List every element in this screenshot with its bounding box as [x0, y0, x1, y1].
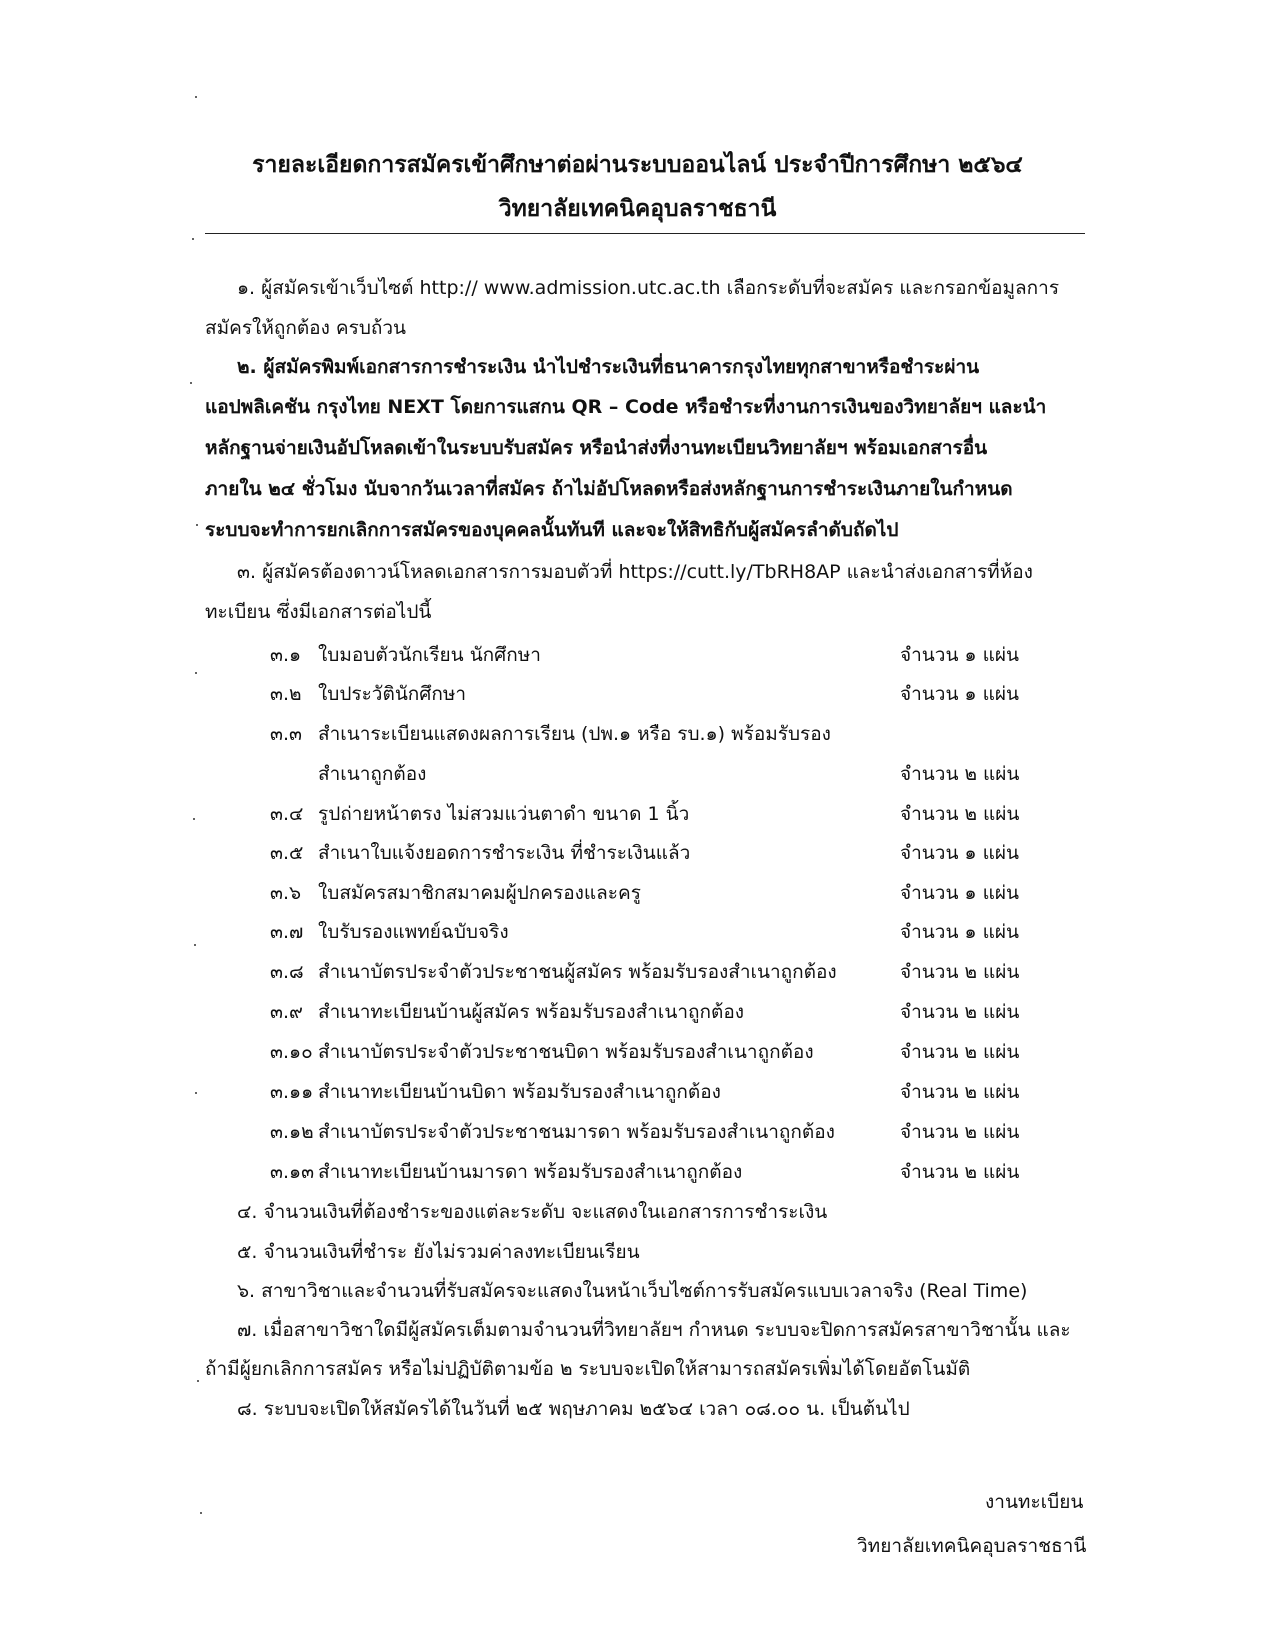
item-2-line-1: ๒. ผู้สมัครพิมพ์เอกสารการชำระเงิน นำไปชำระเงินที่ธนาคารกรุงไทยทุกสาขาหรือชำระผ่าน: [237, 356, 980, 378]
document-item: [270, 722, 831, 746]
document-number: ๓.๒: [270, 683, 302, 705]
scan-speck: [190, 382, 192, 384]
document-text: สำเนาบัตรประจำตัวประชาชนบิดา พร้อมรับรองสำเนาถูกต้อง: [318, 1041, 814, 1063]
document-quantity: จำนวน ๒ แผ่น: [900, 961, 1020, 983]
document-text: ใบมอบตัวนักเรียน นักศึกษา: [318, 644, 541, 666]
document-item: [270, 960, 837, 984]
document-item: [270, 682, 466, 706]
item-2-line-4: ภายใน ๒๔ ชั่วโมง นับจากวันเวลาที่สมัคร ถ้าไม่อัปโหลดหรือส่งหลักฐานการชำระเงินภายในกำหนด: [205, 478, 1013, 500]
document-quantity: จำนวน ๒ แผ่น: [900, 803, 1020, 825]
document-text: ใบประวัตินักศึกษา: [318, 683, 467, 705]
scan-speck: [193, 818, 195, 820]
document-quantity: จำนวน ๑ แผ่น: [900, 644, 1019, 666]
document-text: สำเนาทะเบียนบ้านมารดา พร้อมรับรองสำเนาถูกต้อง: [318, 1161, 743, 1183]
footer-department: งานทะเบียน: [985, 1491, 1084, 1513]
item-5: ๕. จำนวนเงินที่ชำระ ยังไม่รวมค่าลงทะเบียนเรียน: [237, 1241, 640, 1263]
scan-speck: [196, 524, 198, 526]
document-item: [270, 841, 690, 865]
document-quantity: จำนวน ๒ แผ่น: [900, 763, 1020, 785]
document-number: ๓.๘: [270, 961, 304, 983]
document-number: ๓.๖: [270, 882, 302, 904]
item-2-line-3: หลักฐานจ่ายเงินอัปโหลดเข้าในระบบรับสมัคร หรือนำส่งที่งานทะเบียนวิทยาลัยฯ พร้อมเอกสารอื่น: [205, 437, 988, 459]
document-number: ๓.๑: [270, 644, 302, 666]
title-divider: [205, 233, 1085, 234]
document-number: ๓.๑๓: [270, 1161, 315, 1183]
item-6: ๖. สาขาวิชาและจำนวนที่รับสมัครจะแสดงในหน้าเว็บไซต์การรับสมัครแบบเวลาจริง (Real Time): [237, 1280, 1028, 1302]
document-item: [270, 1040, 814, 1064]
document-text: สำเนาทะเบียนบ้านผู้สมัคร พร้อมรับรองสำเนาถูกต้อง: [318, 1001, 745, 1023]
document-number: ๓.๑๐: [270, 1041, 313, 1063]
item-4: ๔. จำนวนเงินที่ต้องชำระของแต่ละระดับ จะแสดงในเอกสารการชำระเงิน: [237, 1201, 828, 1223]
document-item: [270, 1000, 744, 1024]
document-item: [270, 802, 689, 826]
document-text: สำเนาใบแจ้งยอดการชำระเงิน ที่ชำระเงินแล้ว: [318, 842, 691, 864]
document-subtitle: วิทยาลัยเทคนิคอุบลราชธานี: [498, 196, 777, 222]
scan-speck: [195, 1092, 197, 1094]
item-8: ๘. ระบบจะเปิดให้สมัครได้ในวันที่ ๒๕ พฤษภาคม ๒๕๖๔ เวลา ๐๘.๐๐ น. เป็นต้นไป: [237, 1398, 910, 1420]
document-number: ๓.๙: [270, 1001, 303, 1023]
document-item: [270, 881, 641, 905]
document-quantity: จำนวน ๑ แผ่น: [900, 882, 1019, 904]
document-title: รายละเอียดการสมัครเข้าศึกษาต่อผ่านระบบออนไลน์ ประจำปีการศึกษา ๒๕๖๔: [252, 152, 1023, 178]
document-text: สำเนาระเบียนแสดงผลการเรียน (ปพ.๑ หรือ รบ.๑) พร้อมรับรอง: [318, 723, 831, 745]
document-text: สำเนาทะเบียนบ้านบิดา พร้อมรับรองสำเนาถูกต้อง: [318, 1081, 721, 1103]
item-2-line-2: แอปพลิเคชัน กรุงไทย NEXT โดยการแสกน QR – Code หรือชำระที่งานการเงินของวิทยาลัยฯ และนำ: [205, 396, 1047, 418]
document-item: [270, 1080, 721, 1104]
document-text: รูปถ่ายหน้าตรง ไม่สวมแว่นตาดำ ขนาด 1 นิ้ว: [318, 803, 690, 825]
document-quantity: จำนวน ๒ แผ่น: [900, 1081, 1020, 1103]
document-text: ใบสมัครสมาชิกสมาคมผู้ปกครองและครู: [318, 882, 641, 904]
item-1-line-2: สมัครให้ถูกต้อง ครบถ้วน: [205, 317, 407, 339]
document-item: [270, 1120, 835, 1144]
document-item: [270, 920, 509, 944]
document-quantity: จำนวน ๒ แผ่น: [900, 1001, 1020, 1023]
scan-speck: [195, 672, 197, 674]
item-1-line-1: ๑. ผู้สมัครเข้าเว็บไซต์ http:// www.admission.utc.ac.th เลือกระดับที่จะสมัคร และกรอกข้อมูลการ: [237, 277, 1060, 299]
document-quantity: จำนวน ๒ แผ่น: [900, 1041, 1020, 1063]
document-item: [270, 1160, 742, 1184]
document-quantity: จำนวน ๑ แผ่น: [900, 921, 1019, 943]
item-2-line-5: ระบบจะทำการยกเลิกการสมัครของบุคคลนั้นทันที และจะให้สิทธิกับผู้สมัครลำดับถัดไป: [205, 519, 899, 541]
scan-speck: [192, 238, 194, 240]
document-text: สำเนาบัตรประจำตัวประชาชนมารดา พร้อมรับรองสำเนาถูกต้อง: [318, 1121, 835, 1143]
footer-college: วิทยาลัยเทคนิคอุบลราชธานี: [857, 1535, 1087, 1557]
scan-speck: [200, 1512, 202, 1514]
document-number: ๓.๕: [270, 842, 304, 864]
document-quantity: จำนวน ๒ แผ่น: [900, 1121, 1020, 1143]
document-text-continued: สำเนาถูกต้อง: [318, 763, 427, 785]
document-number: ๓.๓: [270, 723, 303, 745]
document-number: ๓.๑๑: [270, 1081, 314, 1103]
document-text: สำเนาบัตรประจำตัวประชาชนผู้สมัคร พร้อมรับรองสำเนาถูกต้อง: [318, 961, 837, 983]
document-quantity: จำนวน ๒ แผ่น: [900, 1161, 1020, 1183]
document-number: ๓.๔: [270, 803, 304, 825]
scan-speck: [197, 1380, 199, 1382]
document-quantity: จำนวน ๑ แผ่น: [900, 683, 1019, 705]
item-3-line-1: ๓. ผู้สมัครต้องดาวน์โหลดเอกสารการมอบตัวที่ https://cutt.ly/TbRH8AP และนำส่งเอกสารที่ห้อง: [237, 561, 1033, 583]
document-item: [270, 643, 541, 667]
document-number: ๓.๑๒: [270, 1121, 314, 1143]
document-number: ๓.๗: [270, 921, 304, 943]
item-3-line-2: ทะเบียน ซึ่งมีเอกสารต่อไปนี้: [205, 601, 432, 623]
scan-speck: [194, 944, 196, 946]
document-text: ใบรับรองแพทย์ฉบับจริง: [318, 921, 509, 943]
scan-speck: [195, 96, 197, 98]
item-7-line-1: ๗. เมื่อสาขาวิชาใดมีผู้สมัครเต็มตามจำนวนที่วิทยาลัยฯ กำหนด ระบบจะปิดการสมัครสาขาวิชานั้น และ: [237, 1319, 1071, 1341]
document-quantity: จำนวน ๑ แผ่น: [900, 842, 1019, 864]
item-7-line-2: ถ้ามีผู้ยกเลิกการสมัคร หรือไม่ปฏิบัติตามข้อ ๒ ระบบจะเปิดให้สามารถสมัครเพิ่มได้โดยอัตโนมัติ: [205, 1358, 971, 1380]
